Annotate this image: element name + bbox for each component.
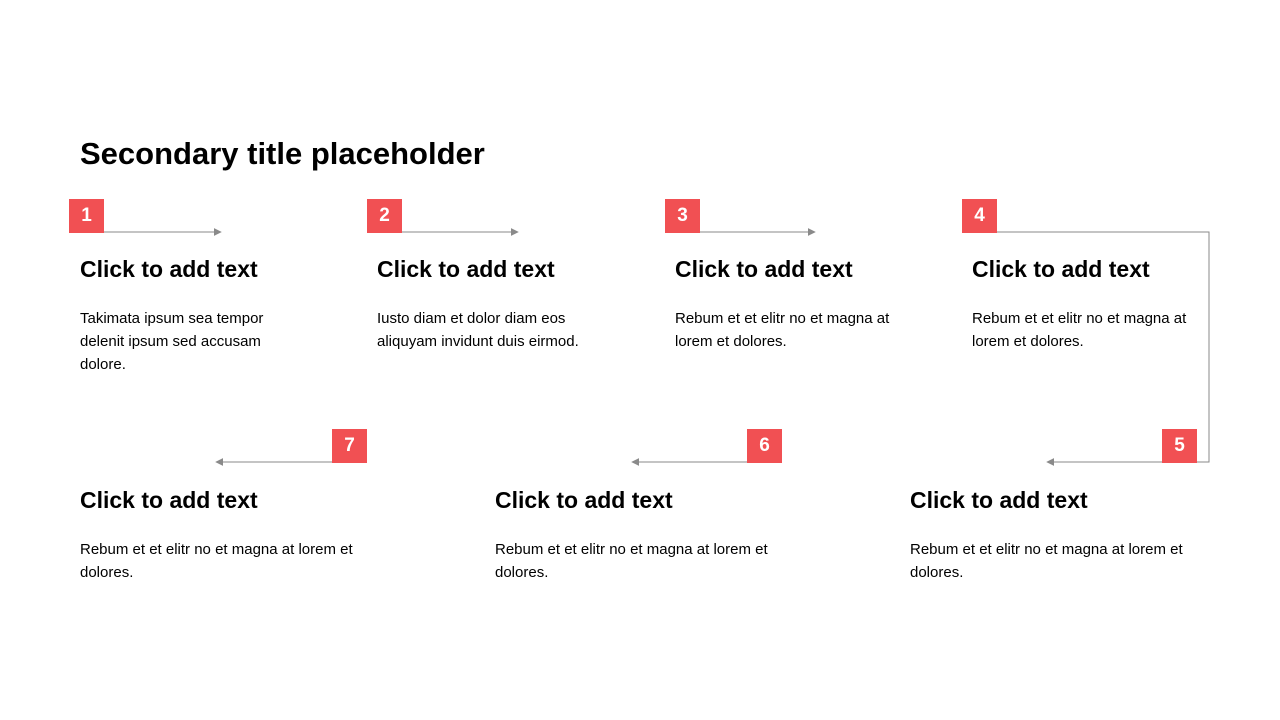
step-2-body[interactable]: Iusto diam et dolor diam eos aliquyam invidunt duis eirmod.	[377, 310, 579, 350]
step-4-number-badge: 4	[962, 199, 997, 233]
step-6-heading[interactable]: Click to add text	[495, 487, 673, 513]
step-5-heading[interactable]: Click to add text	[910, 487, 1088, 513]
step-1-heading[interactable]: Click to add text	[80, 256, 258, 282]
step-7-body[interactable]: Rebum et et elitr no et magna at lorem et dolores.	[80, 541, 353, 581]
step-1-body[interactable]: Takimata ipsum sea tempor delenit ipsum sed accusam dolore.	[80, 310, 264, 373]
step-3-body[interactable]: Rebum et et elitr no et magna at lorem et dolores.	[675, 310, 890, 350]
step-7-number-badge: 7	[332, 429, 367, 463]
step-4-body[interactable]: Rebum et et elitr no et magna at lorem et dolores.	[972, 310, 1187, 350]
step-5-number-badge: 5	[1162, 429, 1197, 463]
step-6-number-badge: 6	[747, 429, 782, 463]
step-6-body[interactable]: Rebum et et elitr no et magna at lorem et dolores.	[495, 541, 768, 581]
page-title: Secondary title placeholder	[80, 136, 485, 171]
step-5-body[interactable]: Rebum et et elitr no et magna at lorem et dolores.	[910, 541, 1183, 581]
step-2-number-badge: 2	[367, 199, 402, 233]
step-7-heading[interactable]: Click to add text	[80, 487, 258, 513]
step-3-number-badge: 3	[665, 199, 700, 233]
step-3-heading[interactable]: Click to add text	[675, 256, 853, 282]
step-2-heading[interactable]: Click to add text	[377, 256, 555, 282]
step-4-heading[interactable]: Click to add text	[972, 256, 1150, 282]
step-1-number-badge: 1	[69, 199, 104, 233]
